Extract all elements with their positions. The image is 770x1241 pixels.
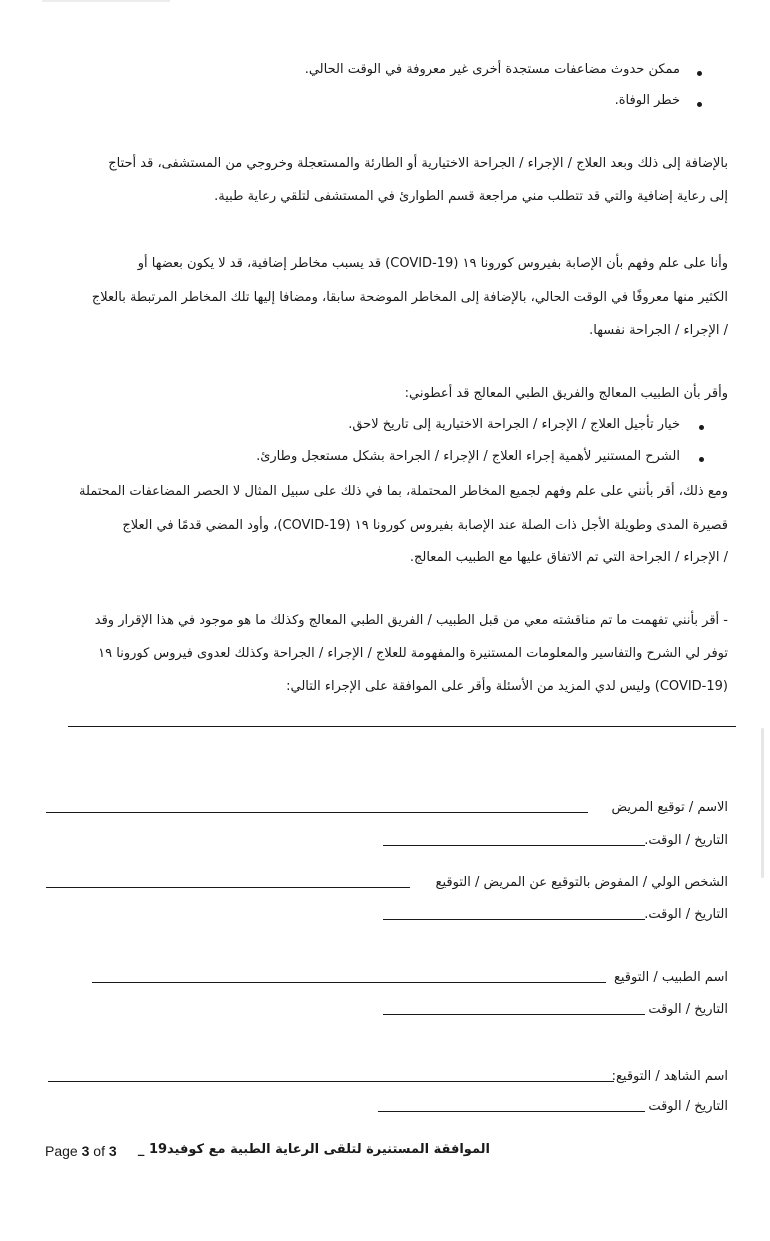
paragraph-line: / الإجراء / الجراحة نفسها. [589, 323, 728, 338]
bullet-icon [697, 102, 702, 107]
paragraph-line: / الإجراء / الجراحة التي تم الاتفاق عليها مع الطبيب المعالج. [409, 550, 728, 565]
doctor-date-label: التاريخ / الوقت [648, 1002, 728, 1017]
paragraph-line: (COVID-19) وليس لدي المزيد من الأسئلة وأقر على الموافقة على الإجراء التالي: [286, 679, 728, 694]
ack-intro: وأقر بأن الطبيب المعالج والفريق الطبي المعالج قد أعطوني: [404, 386, 728, 401]
footer-title: الموافقة المستنيرة لتلقى الرعاية الطبية مع كوفيد19 _ [137, 1142, 490, 1157]
paragraph-line: - أقر بأنني تفهمت ما تم مناقشته معي من قبل الطبيب / الفريق الطبي المعالج وكذلك ما هو موجود في هذا الإقرار وقد [94, 613, 728, 628]
guardian-date-label: التاريخ / الوقت. [644, 907, 728, 922]
bullet-text: خيار تأجيل العلاج / الإجراء / الجراحة الاختيارية إلى تاريخ لاحق. [348, 417, 680, 432]
witness-signature-field[interactable] [48, 1081, 614, 1082]
doctor-signature-field[interactable] [92, 982, 606, 983]
page-prefix: Page [45, 1143, 78, 1159]
page-of: of [93, 1143, 105, 1159]
paragraph-line: وأنا على علم وفهم بأن الإصابة بفيروس كورونا ١٩ (COVID-19) قد يسبب مخاطر إضافية، قد لا يكون بعضها أو [137, 256, 728, 271]
bullet-icon [697, 71, 702, 76]
page-total: 3 [108, 1143, 117, 1159]
paragraph-line: بالإضافة إلى ذلك وبعد العلاج / الإجراء / الجراحة الاختيارية أو الطارئة والمستعجلة وخروجي من المستشفى، قد أحتاج [108, 156, 728, 171]
witness-name-label: اسم الشاهد / التوقيع: [611, 1069, 728, 1084]
paragraph-line: إلى رعاية إضافية والتي قد تتطلب مني مراجعة قسم الطوارئ في المستشفى لتلقي رعاية طبية. [214, 189, 728, 204]
procedure-name-line[interactable] [68, 726, 736, 727]
patient-name-label: الاسم / توقيع المريض [611, 800, 728, 815]
paragraph-line: الكثير منها معروفًا في الوقت الحالي، بالإضافة إلى المخاطر الموضحة سابقا، ومضافا إليها تلك المخاطر المرتبطة بالعلاج [91, 290, 728, 305]
page-current: 3 [81, 1143, 90, 1159]
bullet-text: ممكن حدوث مضاعفات مستجدة أخرى غير معروفة في الوقت الحالي. [304, 62, 680, 77]
paragraph-line: توفر لي الشرح والتفاسير والمعلومات المستنيرة والمفهومة للعلاج / الإجراء / الجراحة وكذلك لعدوى فيروس كورونا ١٩ [98, 646, 728, 661]
patient-date-field[interactable] [383, 845, 645, 846]
top-edge-line [42, 0, 170, 2]
doctor-name-label: اسم الطبيب / التوقيع [613, 970, 728, 985]
witness-date-field[interactable] [378, 1111, 645, 1112]
patient-date-label: التاريخ / الوقت. [644, 833, 728, 848]
guardian-name-label: الشخص الولي / المفوض بالتوقيع عن المريض / التوقيع [435, 875, 728, 890]
page-number [45, 1143, 117, 1159]
paragraph-line: ومع ذلك، أقر بأنني على علم وفهم لجميع المخاطر المحتملة، بما في ذلك على سبيل المثال لا الحصر المضاعفات المحتملة [79, 484, 728, 499]
bullet-icon [699, 457, 704, 462]
witness-date-label: التاريخ / الوقت [648, 1099, 728, 1114]
doctor-date-field[interactable] [383, 1014, 645, 1015]
scrollbar[interactable] [761, 728, 764, 878]
bullet-icon [699, 425, 704, 430]
bullet-text: الشرح المستنير لأهمية إجراء العلاج / الإجراء / الجراحة بشكل مستعجل وطارئ. [256, 449, 680, 464]
guardian-date-field[interactable] [383, 919, 645, 920]
patient-signature-field[interactable] [46, 812, 588, 813]
guardian-signature-field[interactable] [46, 887, 410, 888]
paragraph-line: قصيرة المدى وطويلة الأجل ذات الصلة عند الإصابة بفيروس كورونا ١٩ (COVID-19)، وأود المضي قدمًا في العلاج [122, 518, 728, 533]
bullet-text: خطر الوفاة. [614, 93, 680, 108]
